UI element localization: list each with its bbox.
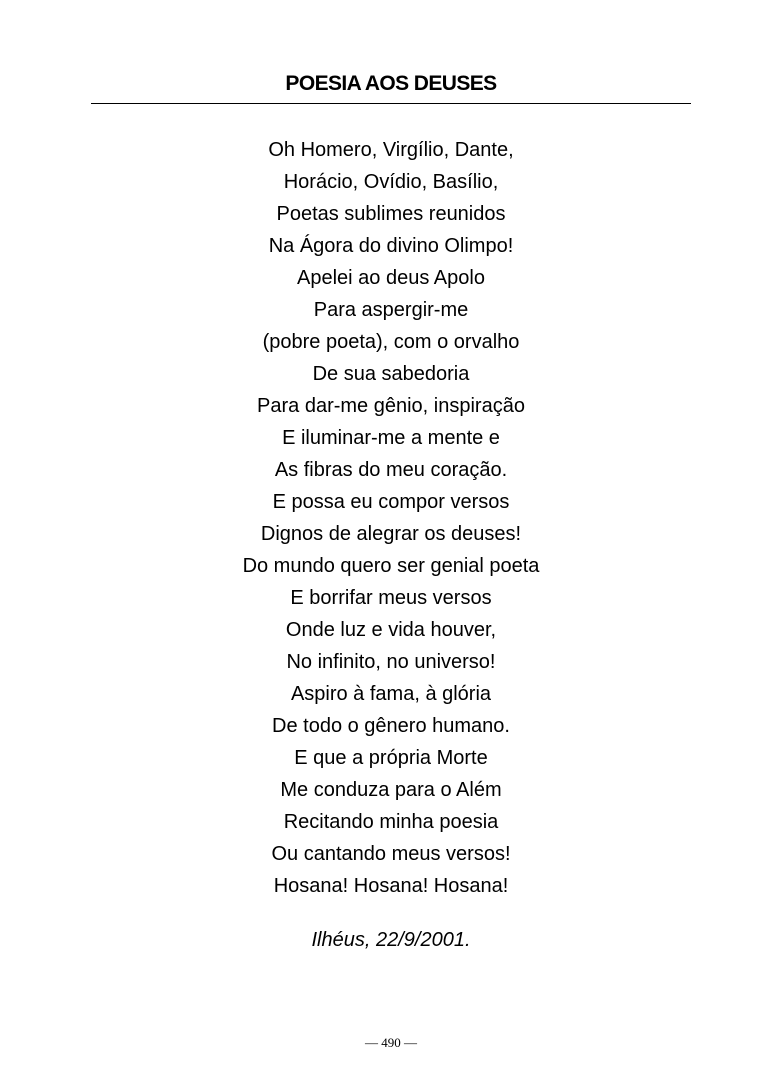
poem-line: Apelei ao deus Apolo bbox=[297, 267, 485, 289]
poem-line: E possa eu compor versos bbox=[272, 491, 510, 513]
poem-line: (pobre poeta), com o orvalho bbox=[262, 331, 520, 353]
poem-line: Me conduza para o Além bbox=[280, 779, 502, 801]
poem-line: Recitando minha poesia bbox=[283, 811, 499, 833]
poem-line: E que a própria Morte bbox=[294, 747, 488, 769]
poem-line: De todo o gênero humano. bbox=[272, 715, 510, 737]
poem-line: Poetas sublimes reunidos bbox=[276, 203, 506, 225]
poem-line: Aspiro à fama, à glória bbox=[290, 683, 492, 705]
poem-line: Onde luz e vida houver, bbox=[285, 619, 497, 641]
place-date-signature: Ilhéus, 22/9/2001. bbox=[311, 929, 471, 951]
page-number: — 490 — bbox=[365, 1035, 417, 1050]
poem-line: Para dar-me gênio, inspiração bbox=[257, 395, 525, 417]
poem-body bbox=[91, 134, 691, 902]
poem-line: E iluminar-me a mente e bbox=[282, 427, 500, 449]
poem-line: Na Ágora do divino Olimpo! bbox=[268, 235, 514, 257]
poem-line: E borrifar meus versos bbox=[290, 587, 492, 609]
poem-line: Dignos de alegrar os deuses! bbox=[260, 523, 522, 545]
poem-line: No infinito, no universo! bbox=[286, 651, 496, 673]
page-title: POESIA AOS DEUSES bbox=[285, 72, 497, 95]
poem-line: De sua sabedoria bbox=[312, 363, 470, 385]
poem-line: Horácio, Ovídio, Basílio, bbox=[283, 171, 499, 193]
poem-line: Do mundo quero ser genial poeta bbox=[242, 555, 540, 577]
title-divider bbox=[91, 103, 691, 104]
poem-line: Oh Homero, Virgílio, Dante, bbox=[268, 139, 514, 161]
poem-line: Para aspergir-me bbox=[313, 299, 469, 321]
poem-line: As fibras do meu coração. bbox=[274, 459, 508, 481]
poem-line: Ou cantando meus versos! bbox=[271, 843, 511, 865]
poem-line: Hosana! Hosana! Hosana! bbox=[273, 875, 509, 897]
